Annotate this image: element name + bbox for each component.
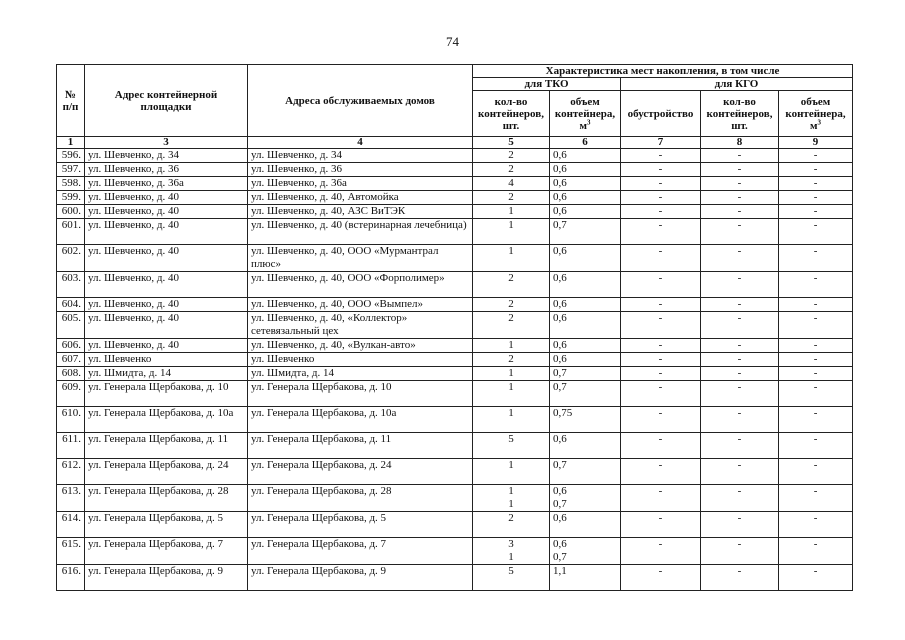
row-number: 598. (57, 177, 85, 191)
served-address-cell: ул. Шевченко, д. 34 (248, 149, 473, 163)
table-row (57, 512, 853, 538)
site-address-cell: ул. Генерала Щербакова, д. 10 (85, 381, 248, 407)
served-address-cell: ул. Шевченко, д. 40, ООО «Вымпел» (248, 298, 473, 312)
kgo-facility-cell: - (621, 381, 701, 407)
kgo-volume-cell: - (779, 339, 853, 353)
row-number: 612. (57, 459, 85, 485)
kgo-count-cell: - (701, 177, 779, 191)
tko-volume-cell: 0,6 0,7 (550, 485, 621, 512)
header-tko-volume-label: объем контейнера, м (554, 95, 616, 132)
tko-count-cell: 1 (473, 219, 550, 245)
row-number: 596. (57, 149, 85, 163)
container-sites-table (56, 64, 853, 591)
column-number: 6 (550, 137, 621, 149)
tko-count-cell: 2 (473, 312, 550, 339)
kgo-facility-cell: - (621, 407, 701, 433)
served-address-cell: ул. Шевченко, д. 40, «Вулкан-авто» (248, 339, 473, 353)
site-address-cell: ул. Генерала Щербакова, д. 5 (85, 512, 248, 538)
row-number: 603. (57, 272, 85, 298)
site-address-cell: ул. Шевченко (85, 353, 248, 367)
table-row (57, 353, 853, 367)
kgo-facility-cell: - (621, 512, 701, 538)
served-address-cell: ул. Шевченко, д. 40, АЗС ВиТЭК (248, 205, 473, 219)
table-row (57, 433, 853, 459)
tko-volume-cell: 0,6 (550, 205, 621, 219)
served-address-cell: ул. Шевченко (248, 353, 473, 367)
header-tko-count: кол-во контейнеров, шт. (473, 91, 550, 137)
tko-volume-cell: 0,6 (550, 353, 621, 367)
header-kgo-volume (779, 91, 853, 137)
served-address-cell: ул. Генерала Щербакова, д. 28 (248, 485, 473, 512)
site-address-cell: ул. Шмидта, д. 14 (85, 367, 248, 381)
kgo-volume-cell: - (779, 298, 853, 312)
table-body (57, 149, 853, 591)
tko-volume-cell: 1,1 (550, 565, 621, 591)
tko-volume-cell: 0,6 (550, 149, 621, 163)
column-number: 3 (85, 137, 248, 149)
served-address-cell: ул. Шевченко, д. 40, Автомойка (248, 191, 473, 205)
tko-count-cell: 4 (473, 177, 550, 191)
page-number: 74 (446, 34, 459, 49)
served-address-cell: ул. Генерала Щербакова, д. 5 (248, 512, 473, 538)
kgo-count-cell: - (701, 163, 779, 177)
served-address-cell: ул. Генерала Щербакова, д. 24 (248, 459, 473, 485)
kgo-count-cell: - (701, 298, 779, 312)
tko-count-cell: 2 (473, 163, 550, 177)
kgo-volume-cell: - (779, 163, 853, 177)
table-row (57, 177, 853, 191)
site-address-cell: ул. Генерала Щербакова, д. 28 (85, 485, 248, 512)
kgo-count-cell: - (701, 538, 779, 565)
tko-volume-cell: 0,6 (550, 191, 621, 205)
site-address-cell: ул. Шевченко, д. 40 (85, 245, 248, 272)
kgo-facility-cell: - (621, 205, 701, 219)
served-address-cell: ул. Генерала Щербакова, д. 7 (248, 538, 473, 565)
table-row (57, 205, 853, 219)
kgo-facility-cell: - (621, 245, 701, 272)
tko-volume-cell: 0,7 (550, 459, 621, 485)
row-number: 608. (57, 367, 85, 381)
served-address-cell: ул. Шевченко, д. 36 (248, 163, 473, 177)
row-number: 615. (57, 538, 85, 565)
site-address-cell: ул. Шевченко, д. 40 (85, 339, 248, 353)
column-number: 9 (779, 137, 853, 149)
served-address-cell: ул. Генерала Щербакова, д. 10а (248, 407, 473, 433)
row-number: 613. (57, 485, 85, 512)
tko-volume-cell: 0,7 (550, 367, 621, 381)
kgo-volume-cell: - (779, 485, 853, 512)
row-number: 600. (57, 205, 85, 219)
tko-volume-cell: 0,7 (550, 381, 621, 407)
table-row (57, 339, 853, 353)
table-row (57, 459, 853, 485)
header-site-address: Адрес контейнерной площадки (85, 65, 248, 137)
served-address-cell: ул. Шевченко, д. 36а (248, 177, 473, 191)
site-address-cell: ул. Генерала Щербакова, д. 24 (85, 459, 248, 485)
column-number: 8 (701, 137, 779, 149)
kgo-volume-cell: - (779, 353, 853, 367)
table-row (57, 312, 853, 339)
kgo-facility-cell: - (621, 298, 701, 312)
header-kgo-volume-label: объем контейнера, м (785, 95, 846, 132)
table-row (57, 485, 853, 512)
kgo-count-cell: - (701, 149, 779, 163)
row-number: 614. (57, 512, 85, 538)
tko-volume-cell: 0,6 (550, 298, 621, 312)
kgo-volume-cell: - (779, 272, 853, 298)
row-number: 601. (57, 219, 85, 245)
kgo-volume-cell: - (779, 149, 853, 163)
kgo-count-cell: - (701, 367, 779, 381)
row-number: 616. (57, 565, 85, 591)
table-row (57, 149, 853, 163)
kgo-count-cell: - (701, 459, 779, 485)
kgo-count-cell: - (701, 191, 779, 205)
served-address-cell: ул. Генерала Щербакова, д. 9 (248, 565, 473, 591)
kgo-volume-cell: - (779, 407, 853, 433)
column-number: 5 (473, 137, 550, 149)
site-address-cell: ул. Шевченко, д. 36а (85, 177, 248, 191)
site-address-cell: ул. Шевченко, д. 40 (85, 219, 248, 245)
row-number: 597. (57, 163, 85, 177)
row-number: 611. (57, 433, 85, 459)
kgo-facility-cell: - (621, 191, 701, 205)
kgo-count-cell: - (701, 312, 779, 339)
table-header (57, 65, 853, 149)
row-number: 606. (57, 339, 85, 353)
tko-volume-cell: 0,6 (550, 512, 621, 538)
tko-volume-cell: 0,6 (550, 177, 621, 191)
table-row (57, 565, 853, 591)
kgo-facility-cell: - (621, 149, 701, 163)
header-tko-volume (550, 91, 621, 137)
kgo-volume-cell: - (779, 381, 853, 407)
tko-count-cell: 5 (473, 433, 550, 459)
table-row (57, 219, 853, 245)
site-address-cell: ул. Шевченко, д. 36 (85, 163, 248, 177)
kgo-facility-cell: - (621, 163, 701, 177)
tko-count-cell: 1 (473, 367, 550, 381)
tko-count-cell: 1 (473, 245, 550, 272)
kgo-volume-cell: - (779, 245, 853, 272)
tko-count-cell: 1 (473, 407, 550, 433)
kgo-facility-cell: - (621, 219, 701, 245)
tko-count-cell: 2 (473, 272, 550, 298)
header-kgo-facility: обустройство (621, 91, 701, 137)
served-address-cell: ул. Шевченко, д. 40 (встеринарная лечебница) (248, 219, 473, 245)
tko-count-cell: 1 (473, 339, 550, 353)
tko-volume-cell: 0,6 (550, 433, 621, 459)
table-row (57, 298, 853, 312)
site-address-cell: ул. Генерала Щербакова, д. 9 (85, 565, 248, 591)
kgo-count-cell: - (701, 219, 779, 245)
cube-superscript: 3 (587, 117, 591, 126)
served-address-cell: ул. Шевченко, д. 40, ООО «Форполимер» (248, 272, 473, 298)
site-address-cell: ул. Генерала Щербакова, д. 7 (85, 538, 248, 565)
table-row (57, 367, 853, 381)
kgo-count-cell: - (701, 353, 779, 367)
tko-volume-cell: 0,6 (550, 339, 621, 353)
kgo-facility-cell: - (621, 459, 701, 485)
kgo-volume-cell: - (779, 459, 853, 485)
cube-superscript: 3 (817, 117, 822, 126)
table-row (57, 245, 853, 272)
kgo-volume-cell: - (779, 219, 853, 245)
tko-count-cell: 1 (473, 381, 550, 407)
kgo-count-cell: - (701, 205, 779, 219)
header-tko: для ТКО (473, 78, 621, 91)
site-address-cell: ул. Шевченко, д. 34 (85, 149, 248, 163)
served-address-cell: ул. Шевченко, д. 40, «Коллектор» сетевязальный цех (248, 312, 473, 339)
kgo-volume-cell: - (779, 205, 853, 219)
row-number: 609. (57, 381, 85, 407)
kgo-facility-cell: - (621, 565, 701, 591)
kgo-volume-cell: - (779, 512, 853, 538)
tko-count-cell: 2 (473, 353, 550, 367)
tko-count-cell: 2 (473, 149, 550, 163)
served-address-cell: ул. Генерала Щербакова, д. 10 (248, 381, 473, 407)
table-row (57, 272, 853, 298)
kgo-count-cell: - (701, 339, 779, 353)
kgo-facility-cell: - (621, 177, 701, 191)
tko-volume-cell: 0,75 (550, 407, 621, 433)
kgo-facility-cell: - (621, 433, 701, 459)
kgo-volume-cell: - (779, 367, 853, 381)
tko-count-cell: 2 (473, 191, 550, 205)
header-served-addresses: Адреса обслуживаемых домов (248, 65, 473, 137)
tko-count-cell: 3 1 (473, 538, 550, 565)
kgo-volume-cell: - (779, 538, 853, 565)
kgo-count-cell: - (701, 512, 779, 538)
kgo-count-cell: - (701, 381, 779, 407)
tko-count-cell: 2 (473, 512, 550, 538)
tko-volume-cell: 0,6 (550, 312, 621, 339)
column-number: 4 (248, 137, 473, 149)
site-address-cell: ул. Шевченко, д. 40 (85, 312, 248, 339)
tko-count-cell: 1 1 (473, 485, 550, 512)
header-kgo: для КГО (621, 78, 853, 91)
table-row (57, 538, 853, 565)
kgo-facility-cell: - (621, 538, 701, 565)
kgo-count-cell: - (701, 272, 779, 298)
site-address-cell: ул. Шевченко, д. 40 (85, 272, 248, 298)
served-address-cell: ул. Шевченко, д. 40, ООО «Мурмантрал плюс» (248, 245, 473, 272)
site-address-cell: ул. Шевченко, д. 40 (85, 205, 248, 219)
tko-volume-cell: 0,7 (550, 219, 621, 245)
table-row (57, 407, 853, 433)
kgo-count-cell: - (701, 245, 779, 272)
row-number: 604. (57, 298, 85, 312)
kgo-volume-cell: - (779, 312, 853, 339)
kgo-count-cell: - (701, 407, 779, 433)
kgo-count-cell: - (701, 433, 779, 459)
table-row (57, 381, 853, 407)
table-row (57, 191, 853, 205)
kgo-volume-cell: - (779, 177, 853, 191)
kgo-count-cell: - (701, 485, 779, 512)
table-row (57, 163, 853, 177)
header-num: № п/п (57, 65, 85, 137)
tko-count-cell: 1 (473, 459, 550, 485)
row-number: 599. (57, 191, 85, 205)
site-address-cell: ул. Шевченко, д. 40 (85, 191, 248, 205)
tko-volume-cell: 0,6 (550, 163, 621, 177)
kgo-facility-cell: - (621, 367, 701, 381)
tko-volume-cell: 0,6 (550, 272, 621, 298)
kgo-facility-cell: - (621, 485, 701, 512)
tko-count-cell: 5 (473, 565, 550, 591)
kgo-count-cell: - (701, 565, 779, 591)
row-number: 602. (57, 245, 85, 272)
column-number: 7 (621, 137, 701, 149)
kgo-volume-cell: - (779, 191, 853, 205)
kgo-facility-cell: - (621, 353, 701, 367)
row-number: 607. (57, 353, 85, 367)
kgo-facility-cell: - (621, 272, 701, 298)
kgo-volume-cell: - (779, 433, 853, 459)
tko-volume-cell: 0,6 0,7 (550, 538, 621, 565)
row-number: 610. (57, 407, 85, 433)
kgo-facility-cell: - (621, 339, 701, 353)
kgo-volume-cell: - (779, 565, 853, 591)
site-address-cell: ул. Генерала Щербакова, д. 10а (85, 407, 248, 433)
row-number: 605. (57, 312, 85, 339)
served-address-cell: ул. Шмидта, д. 14 (248, 367, 473, 381)
kgo-facility-cell: - (621, 312, 701, 339)
tko-count-cell: 1 (473, 205, 550, 219)
site-address-cell: ул. Шевченко, д. 40 (85, 298, 248, 312)
column-number: 1 (57, 137, 85, 149)
header-kgo-count: кол-во контейнеров, шт. (701, 91, 779, 137)
tko-volume-cell: 0,6 (550, 245, 621, 272)
served-address-cell: ул. Генерала Щербакова, д. 11 (248, 433, 473, 459)
column-number-row (57, 137, 853, 149)
tko-count-cell: 2 (473, 298, 550, 312)
header-characteristic: Характеристика мест накопления, в том числе (473, 65, 853, 78)
site-address-cell: ул. Генерала Щербакова, д. 11 (85, 433, 248, 459)
